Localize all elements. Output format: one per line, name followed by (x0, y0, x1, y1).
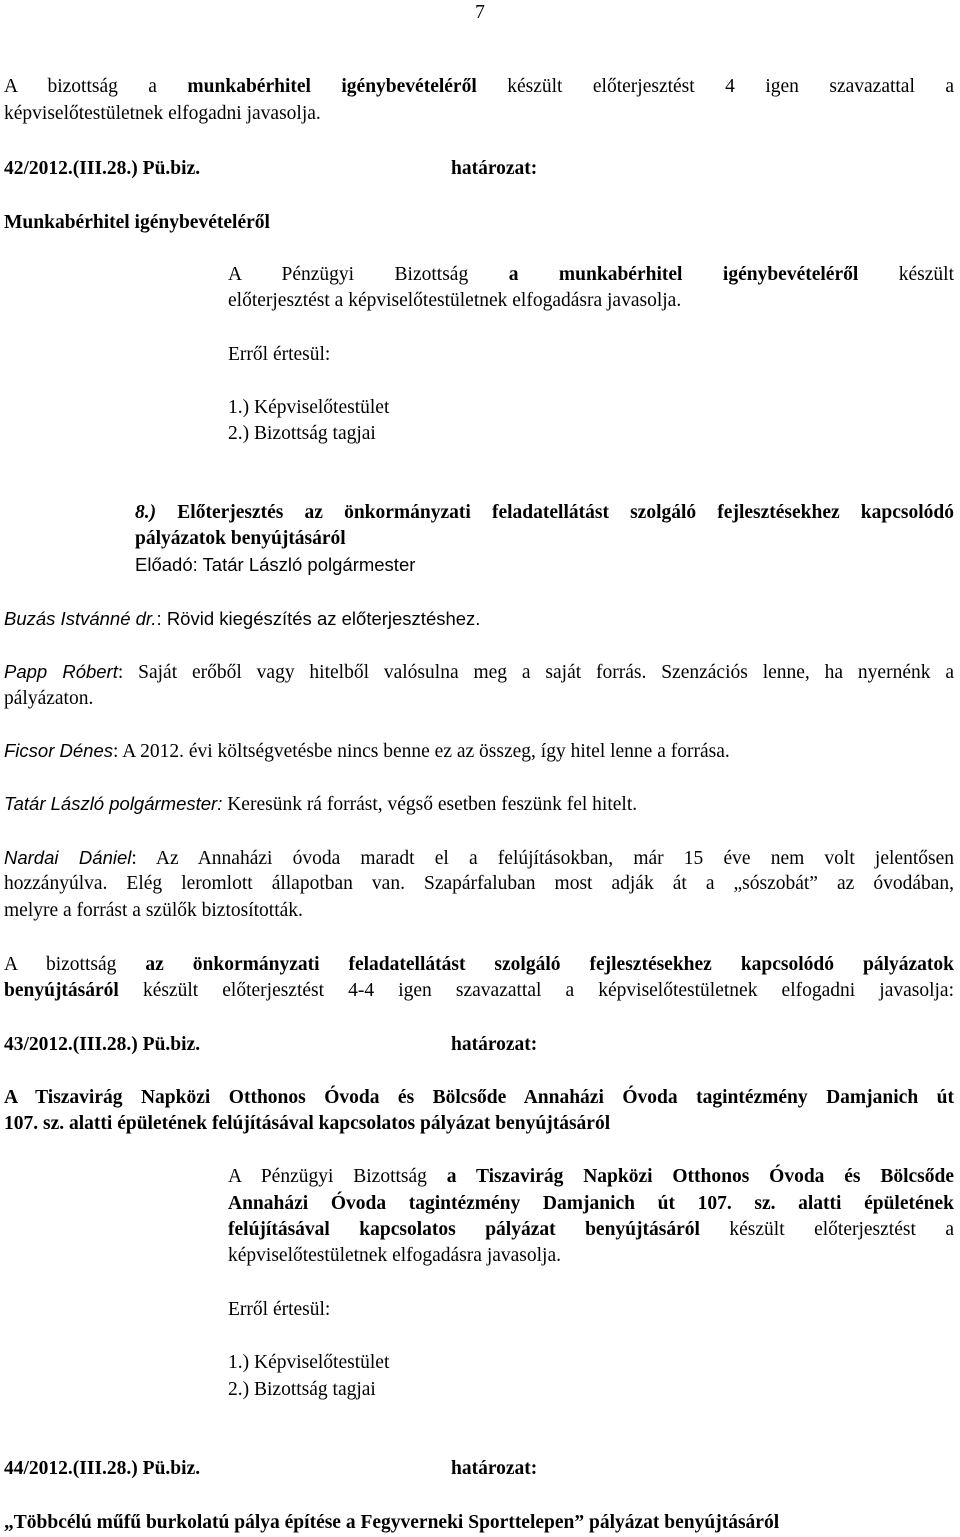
agenda-item-number: 8.) (135, 502, 157, 523)
agenda-item-8-presenter: Előadó: Tatár László polgármester (135, 554, 416, 575)
speaker-3: Ficsor Dénes: A 2012. évi költségvetésbe nincs benne ez az összeg, így hitel lenne a forrása. (4, 740, 730, 762)
notify-label-43: Erről értesül: (228, 1299, 331, 1320)
agenda-item-8-title-cont: pályázatok benyújtásáról (135, 528, 346, 549)
speaker-5-cont-2: melyre a forrást a szülők biztosították. (4, 900, 303, 921)
notify-item-43-1: 1.) Képviselőtestület (228, 1352, 390, 1373)
speaker-4: Tatár László polgármester: Keresünk rá forrást, végső esetben feszünk fel hitelt. (4, 793, 638, 815)
agenda-item-8-title: 8.) Előterjesztés az önkormányzati feladatellátást szolgáló fejlesztésekhez kapcsolódó (135, 502, 954, 523)
resolution-number-42: 42/2012.(III.28.) Pü.biz. (4, 158, 201, 179)
resolution-title-43: A Tiszavirág Napközi Otthonos Óvoda és Bölcsőde Annaházi Óvoda tagintézmény Damjanich út (4, 1087, 954, 1108)
resolution-label-42: határozat: (451, 158, 538, 179)
resolution-body-43-cont-2: felújításával kapcsolatos pályázat benyújtásáról készült előterjesztést a (228, 1219, 954, 1240)
speaker-2-cont: pályázaton. (4, 688, 94, 709)
resolution-title-42: Munkabérhitel igénybevételéről (4, 212, 270, 233)
notify-item-42-1: 1.) Képviselőtestület (228, 397, 390, 418)
page-number: 7 (475, 2, 485, 23)
committee-statement-2: A bizottság az önkormányzati feladatellátást szolgáló fejlesztésekhez kapcsolódó pályázatok (4, 954, 954, 975)
resolution-title-43-cont: 107. sz. alatti épületének felújításával kapcsolatos pályázat benyújtásáról (4, 1113, 611, 1134)
committee-statement-2-cont: benyújtásáról készült előterjesztést 4-4 igen szavazattal a képviselőtestületnek elfogadni javasolja: (4, 980, 954, 1001)
resolution-body-43-cont-3: képviselőtestületnek elfogadásra javasolja. (228, 1245, 562, 1266)
resolution-body-43: A Pénzügyi Bizottság a Tiszavirág Napközi Otthonos Óvoda és Bölcsőde (228, 1166, 954, 1187)
resolution-label-44: határozat: (451, 1458, 538, 1479)
resolution-title-44: „Többcélú műfű burkolatú pálya építése a Fegyverneki Sporttelepen” pályázat benyújtásáról (4, 1512, 780, 1533)
notify-item-43-2: 2.) Bizottság tagjai (228, 1379, 376, 1400)
resolution-label-43: határozat: (451, 1034, 538, 1055)
resolution-number-44: 44/2012.(III.28.) Pü.biz. (4, 1458, 201, 1479)
speaker-2: Papp Róbert: Saját erőből vagy hitelből valósulna meg a saját forrás. Szenzációs lenne, ha nyernénk a (4, 661, 954, 683)
resolution-number-43: 43/2012.(III.28.) Pü.biz. (4, 1034, 201, 1055)
notify-item-42-2: 2.) Bizottság tagjai (228, 423, 376, 444)
speaker-5-cont-1: hozzányúlva. Elég leromlott állapotban van. Szapárfaluban most adják át a „sószobát” az óvodában, (4, 873, 954, 894)
speaker-5: Nardai Dániel: Az Annaházi óvoda maradt el a felújításokban, már 15 éve nem volt jelentősen (4, 847, 954, 869)
committee-statement-1: A bizottság a munkabérhitel igénybevételéről készült előterjesztést 4 igen szavazattal a (4, 76, 954, 97)
resolution-body-42: A Pénzügyi Bizottság a munkabérhitel igénybevételéről készült (228, 264, 954, 285)
speaker-1: Buzás Istvánné dr.: Rövid kiegészítés az előterjesztéshez. (4, 608, 481, 629)
notify-label-42: Erről értesül: (228, 344, 331, 365)
resolution-body-43-cont-1: Annaházi Óvoda tagintézmény Damjanich út 107. sz. alatti épületének (228, 1193, 954, 1214)
resolution-body-42-cont: előterjesztést a képviselőtestületnek elfogadásra javasolja. (228, 290, 682, 311)
committee-statement-1-cont: képviselőtestületnek elfogadni javasolja. (4, 103, 321, 124)
